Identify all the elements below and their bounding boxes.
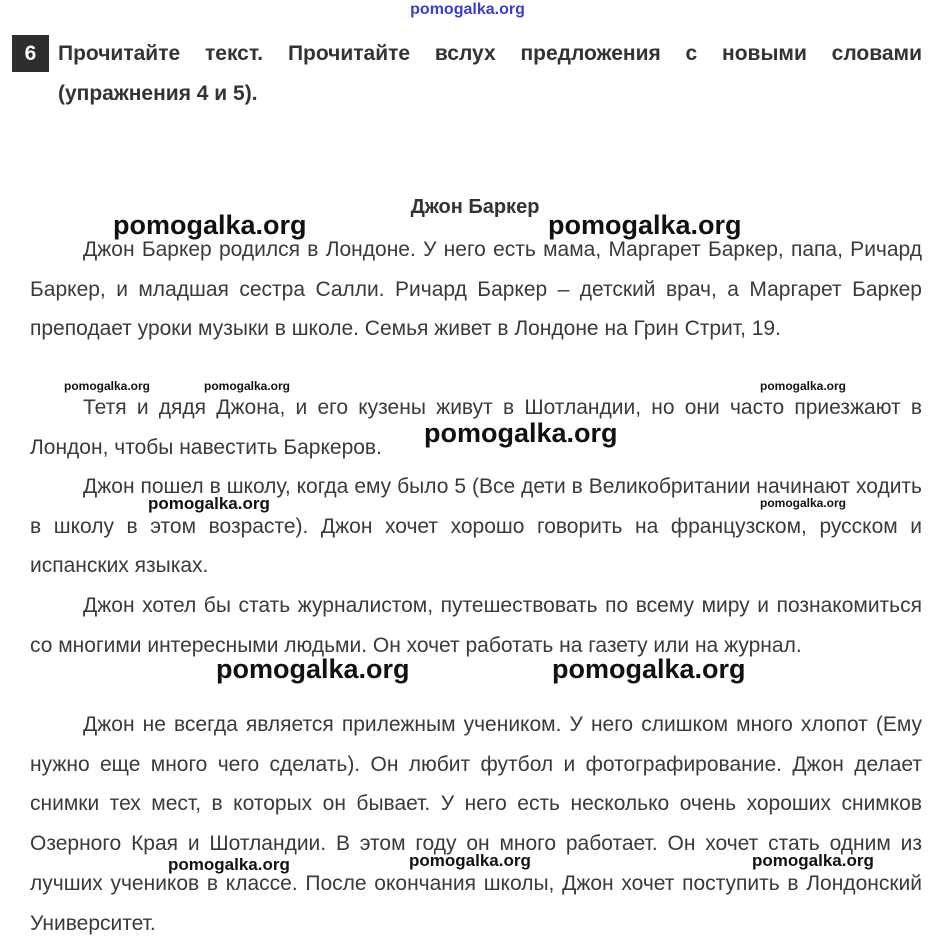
watermark: pomogalka.org (552, 654, 746, 684)
exercise-number-badge: 6 (12, 35, 49, 72)
watermark: pomogalka.org (113, 210, 307, 240)
watermark: pomogalka.org (760, 496, 847, 510)
paragraph-3: Джон пошел в школу, когда ему было 5 (Все дети в Великобритании начинают ходить в школу в этом возрасте). Джон хочет хорошо говорить на французском, русском и испанских языках. (30, 475, 922, 578)
header-watermark: pomogalka.org (410, 1, 525, 18)
exercise-instruction: Прочитайте текст. Прочитайте вслух предложения с новыми словами (упражнения 4 и 5). (58, 42, 922, 105)
text-title: Джон Баркер (410, 196, 540, 218)
paragraph-2: Тетя и дядя Джона, и его кузены живут в Шотландии, но они часто приезжают в Лондон, чтобы навестить Баркеров. (30, 396, 922, 459)
watermark: pomogalka.org (424, 418, 618, 448)
watermark: pomogalka.org (760, 379, 847, 393)
watermark: pomogalka.org (168, 855, 290, 874)
paragraph-4: Джон хотел бы стать журналистом, путешествовать по всему миру и познакомиться со многими интересными людьми. Он хочет работать на газету или на журнал. (30, 594, 922, 657)
watermark: pomogalka.org (548, 210, 742, 240)
watermark: pomogalka.org (148, 494, 270, 513)
watermark: pomogalka.org (204, 379, 291, 393)
watermark: pomogalka.org (216, 654, 410, 684)
watermark: pomogalka.org (409, 851, 531, 870)
paragraph-5: Джон не всегда является прилежным учеником. У него слишком много хлопот (Ему нужно еще много чего сделать). Он любит футбол и фотографирование. Джон делает снимки тех мест, в которых он бывает. У него есть несколько очень хороших снимков Озерного Края и Шотландии. В этом году он много работает. Он хочет стать одним из лучших учеников в классе. После окончания школы, Джон хочет поступить в Лондонский Университет. (30, 713, 922, 935)
watermark: pomogalka.org (64, 379, 151, 393)
watermark: pomogalka.org (752, 851, 874, 870)
paragraph-1: Джон Баркер родился в Лондоне. У него есть мама, Маргарет Баркер, папа, Ричард Баркер, и младшая сестра Салли. Ричард Баркер – детский врач, а Маргарет Баркер преподает уроки музыки в школе. Семья живет в Лондоне на Грин Стрит, 19. (30, 238, 922, 341)
